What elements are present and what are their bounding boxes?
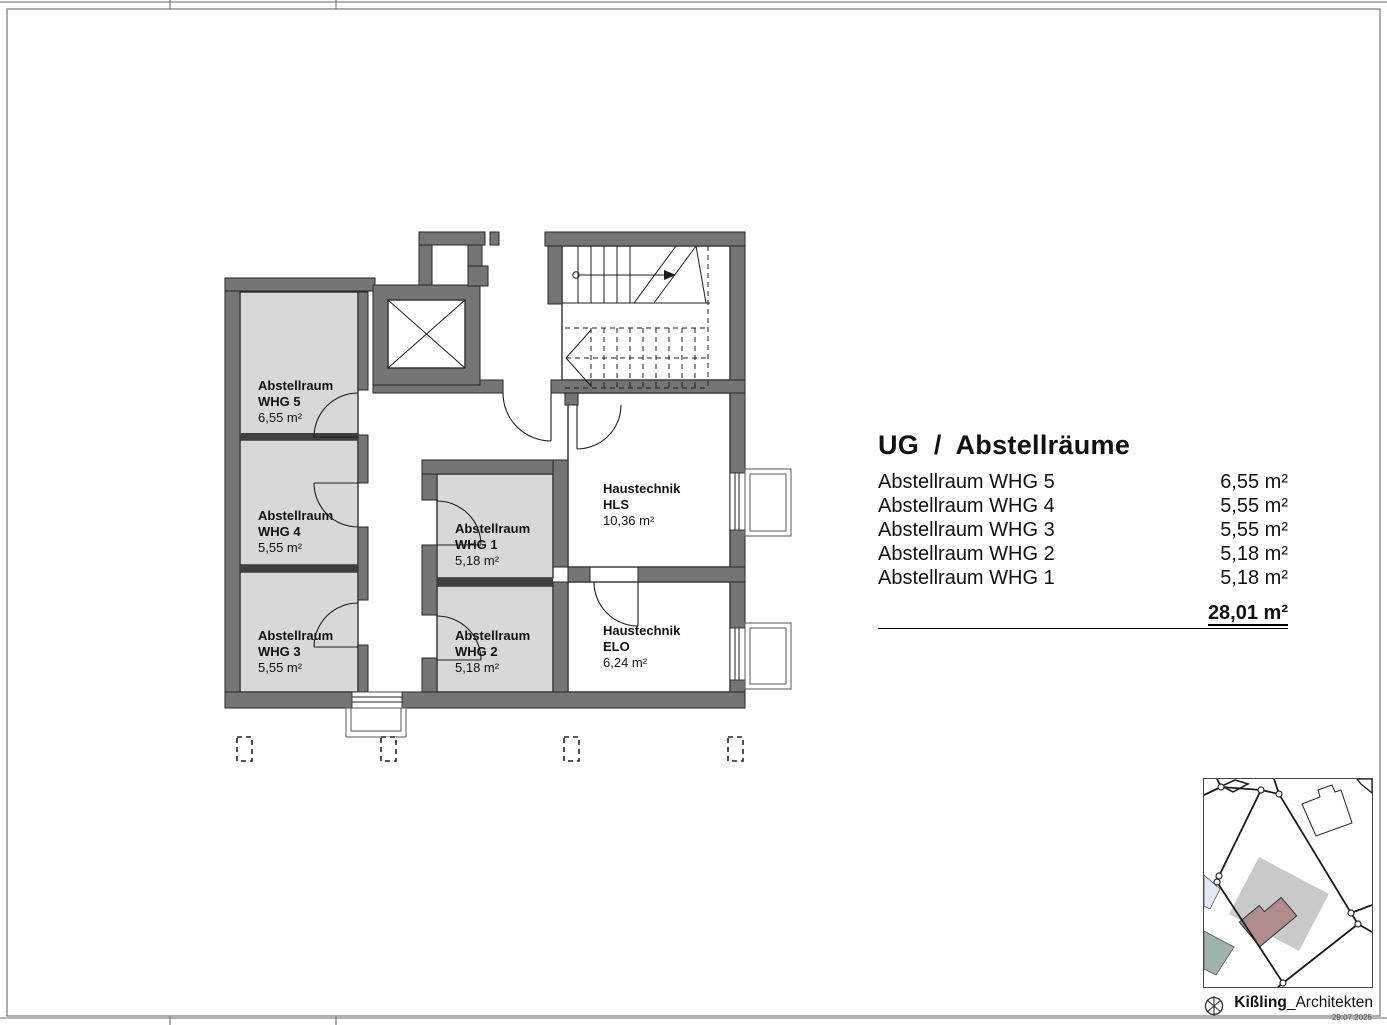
site-map-svg <box>1204 779 1372 987</box>
room-hls <box>568 393 730 567</box>
firm-name-rest: _Architekten <box>1286 994 1373 1011</box>
room-label: Haustechnik <box>603 481 681 496</box>
legend-row <box>878 518 1288 542</box>
room-area: 5,18 m² <box>455 553 500 568</box>
room-area: 6,55 m² <box>258 410 303 425</box>
legend-row <box>878 470 1288 494</box>
legend-row-label: Abstellraum WHG 4 <box>878 495 1055 517</box>
legend-title: UG / Abstellräume <box>878 430 1131 460</box>
room-label: Haustechnik <box>603 623 681 638</box>
light-shaft <box>419 232 499 286</box>
room-label: WHG 5 <box>258 394 301 409</box>
plan-date: 29.07.2025 <box>1331 1013 1372 1022</box>
title-block <box>1203 994 1373 1024</box>
room-label: Abstellraum <box>258 508 334 523</box>
room-label: Abstellraum <box>455 521 531 536</box>
firm-name-bold: Kißling <box>1234 994 1287 1011</box>
legend-row-value: 5,18 m² <box>1220 543 1288 565</box>
legend-row-label: Abstellraum WHG 2 <box>878 543 1055 565</box>
legend-row-value: 5,55 m² <box>1220 519 1288 541</box>
legend-row-label: Abstellraum WHG 3 <box>878 519 1055 541</box>
legend-row-value: 5,55 m² <box>1220 495 1288 517</box>
architect-logo-icon <box>1203 995 1225 1017</box>
legend-row-label: Abstellraum WHG 1 <box>878 567 1055 589</box>
legend-row-value: 6,55 m² <box>1220 471 1288 493</box>
elevator-shaft <box>373 285 480 385</box>
legend-total-value: 28,01 m² <box>1207 602 1288 624</box>
legend-row-label: Abstellraum WHG 5 <box>878 471 1055 493</box>
room-label: WHG 2 <box>455 644 498 659</box>
room-label: Abstellraum <box>455 628 531 643</box>
legend-row <box>878 542 1288 566</box>
room-area: 5,55 m² <box>258 540 303 555</box>
room-label: Abstellraum <box>258 628 334 643</box>
room-label: HLS <box>603 497 629 512</box>
room-label: Abstellraum <box>258 378 334 393</box>
room-label: WHG 4 <box>258 524 301 539</box>
site-parcels <box>1204 779 1372 987</box>
legend-rows <box>878 470 1288 590</box>
stair-hall <box>562 246 730 380</box>
room-label: ELO <box>603 639 630 654</box>
legend-row-value: 5,18 m² <box>1220 567 1288 589</box>
legend-row <box>878 494 1288 518</box>
room-area: 6,24 m² <box>603 655 648 670</box>
site-location-map <box>1203 778 1373 988</box>
area-summary-panel <box>878 431 1288 629</box>
room-label: WHG 1 <box>455 537 498 552</box>
room-area: 5,55 m² <box>258 660 303 675</box>
firm-name <box>1234 994 1373 1012</box>
room-area: 5,18 m² <box>455 660 500 675</box>
legend-total-row <box>878 603 1288 629</box>
room-area: 10,36 m² <box>603 513 655 528</box>
legend-row <box>878 566 1288 590</box>
room-label: WHG 3 <box>258 644 301 659</box>
foundation-piers <box>237 737 743 761</box>
